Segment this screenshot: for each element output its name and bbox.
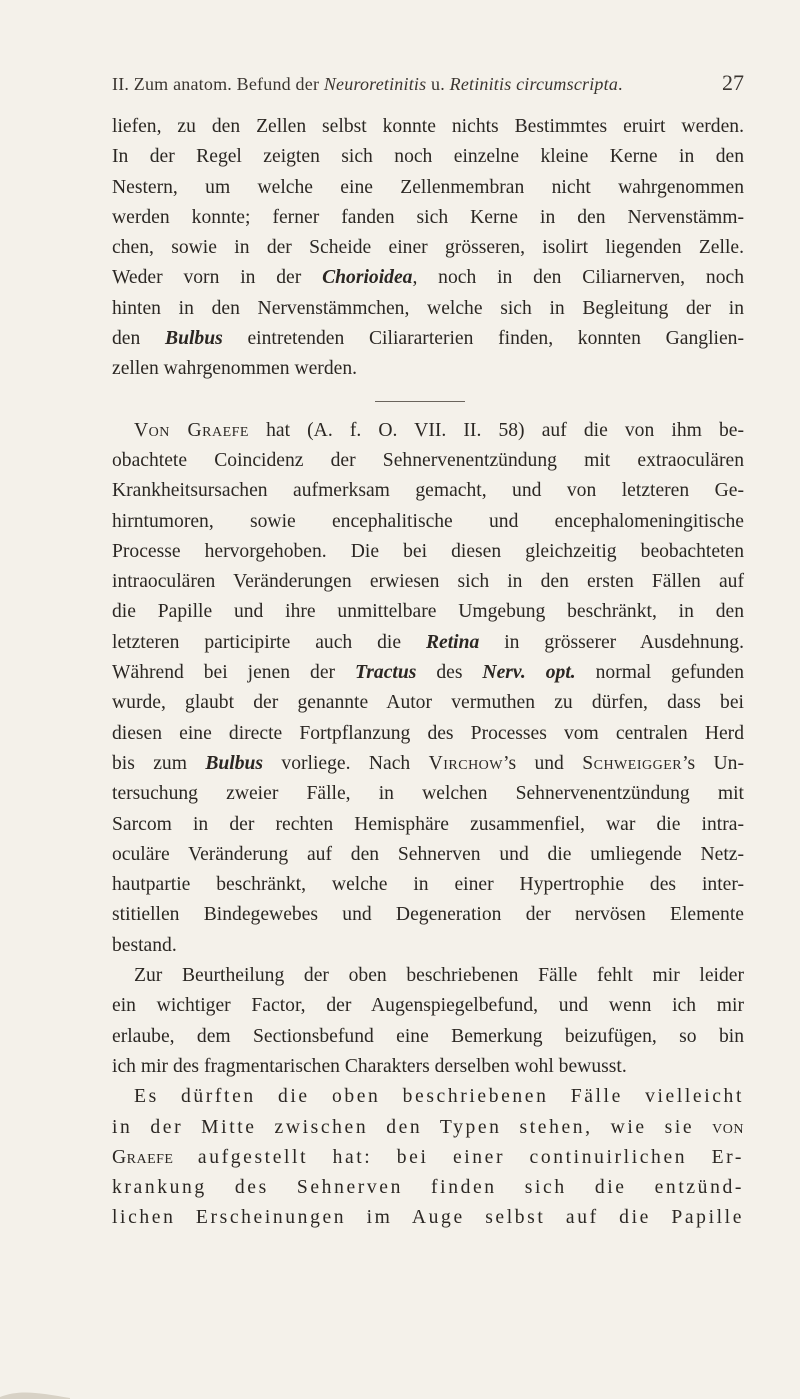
text-line: obachtete Coincidenz der Sehnervenentzündung mit extraoculären [112, 449, 744, 471]
text-line: die Papille und ihre unmittelbare Umgebung beschränkt, in den [112, 601, 744, 623]
text-line: oculäre Veränderung auf den Sehnerven und die umliegende Netz- [112, 843, 744, 865]
text-line: Krankheitsursachen aufmerksam gemacht, und von letzteren Ge- [112, 480, 744, 502]
text-line: werden konnte; ferner fanden sich Kerne in den Nervenstämm- [112, 206, 744, 228]
running-title: II. Zum anatom. Befund der Neuroretinitis u. Retinitis circumscripta. [112, 74, 623, 94]
text-line: Nestern, um welche eine Zellenmembran nicht wahrgenommen [112, 176, 744, 198]
text-line: Weder vorn in der Chorioidea, noch in den Ciliarnerven, noch [112, 267, 744, 289]
text-line: in der Mitte zwischen den Typen stehen, wie sie von [112, 1116, 744, 1138]
text-line: In der Regel zeigten sich noch einzelne kleine Kerne in den [112, 146, 744, 168]
section-divider [375, 401, 465, 402]
text-line: stitiellen Bindegewebes und Degeneration der nervösen Elemente [112, 904, 744, 926]
text-line: Sarcom in der rechten Hemisphäre zusammenfiel, war die intra- [112, 813, 744, 835]
text-line: letzteren participirte auch die Retina in grösserer Ausdehnung. [112, 631, 744, 653]
text-line: erlaube, dem Sectionsbefund eine Bemerkung beizufügen, so bin [112, 1025, 744, 1047]
text-line: diesen eine directe Fortpflanzung des Processes vom centralen Herd [112, 722, 744, 744]
running-head [112, 70, 744, 100]
body-text [112, 112, 744, 1234]
text-line: bestand. [112, 934, 177, 956]
text-line: liefen, zu den Zellen selbst konnte nichts Bestimmtes eruirt werden. [112, 116, 744, 137]
text-line: chen, sowie in der Scheide einer grösseren, isolirt liegenden Zelle. [112, 237, 744, 259]
text-line: lichen Erscheinungen im Auge selbst auf die Papille [112, 1207, 744, 1229]
text-line: Graefe aufgestellt hat: bei einer continuirlichen Er- [112, 1146, 744, 1168]
text-line: wurde, glaubt der genannte Autor vermuthen zu dürfen, dass bei [112, 692, 744, 714]
text-line: ich mir des fragmentarischen Charakters derselben wohl bewusst. [112, 1055, 627, 1077]
text-line: hautpartie beschränkt, welche in einer Hypertrophie des inter- [112, 874, 744, 896]
text-line: hinten in den Nervenstämmchen, welche sich in Begleitung der in [112, 297, 744, 319]
text-line: krankung des Sehnerven finden sich die entzünd- [112, 1177, 744, 1199]
paragraph-1 [112, 112, 744, 385]
page-edge-shadow [0, 1359, 70, 1399]
paragraph-4 [112, 1082, 744, 1233]
text-line: den Bulbus eintretenden Ciliararterien finden, konnten Ganglien- [112, 328, 744, 350]
text-line: ein wichtiger Factor, der Augenspiegelbefund, und wenn ich mir [112, 995, 744, 1017]
text-line: Zur Beurtheilung der oben beschriebenen Fälle fehlt mir leider [134, 965, 744, 987]
paragraph-3 [112, 961, 744, 1082]
text-line: Processe hervorgehoben. Die bei diesen gleichzeitig beobachteten [112, 540, 744, 562]
text-line: Von Graefe hat (A. f. O. VII. II. 58) auf die von ihm be- [134, 419, 745, 441]
text-line: hirntumoren, sowie encephalitische und encephalomeningitische [112, 510, 744, 532]
page-number: 27 [722, 70, 744, 95]
paragraph-2 [112, 416, 744, 961]
text-line: tersuchung zweier Fälle, in welchen Sehnervenentzündung mit [112, 783, 744, 805]
text-line: bis zum Bulbus vorliege. Nach Virchow’s und Schweigger’s Un- [112, 752, 744, 774]
text-line: Während bei jenen der Tractus des Nerv. opt. normal gefunden [112, 662, 744, 684]
text-line: intraoculären Veränderungen erwiesen sich in den ersten Fällen auf [112, 571, 744, 593]
text-line: zellen wahrgenommen werden. [112, 358, 358, 380]
text-line: Es dürften die oben beschriebenen Fälle vielleicht [134, 1086, 744, 1108]
